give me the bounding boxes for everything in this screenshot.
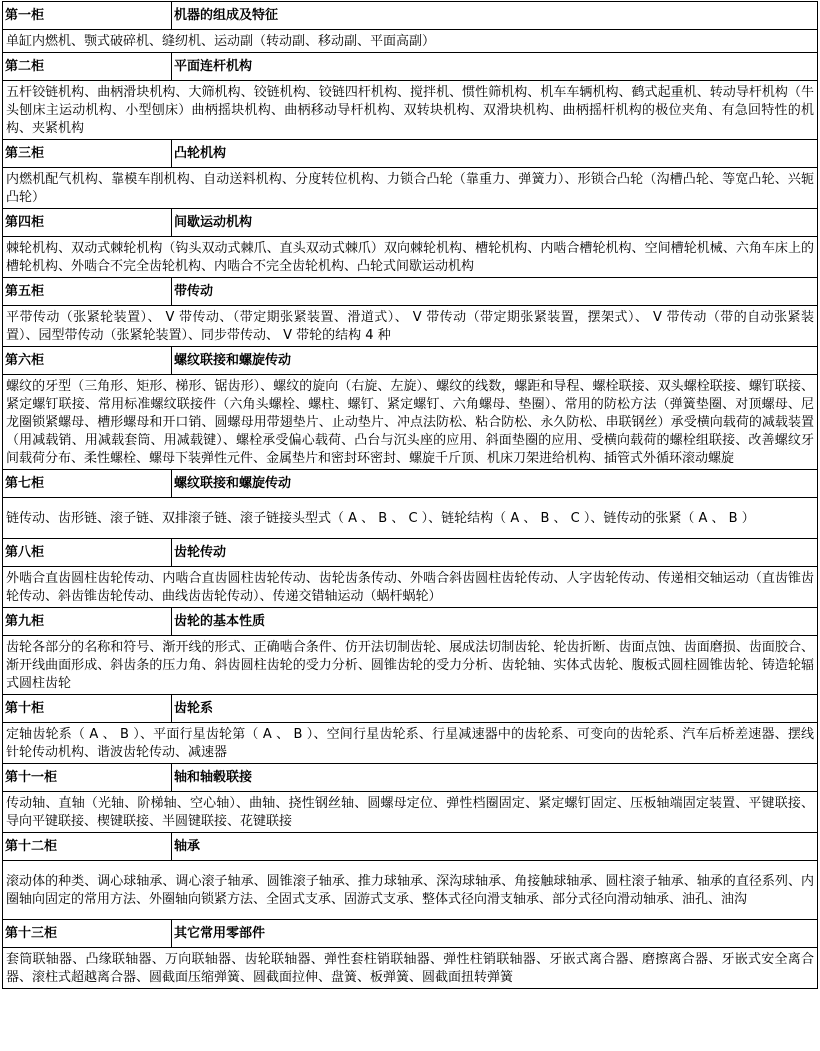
cabinet-content-row (3, 498, 818, 539)
cabinet-content-row (3, 306, 818, 347)
cabinet-content: 套筒联轴器、凸缘联轴器、万向联轴器、齿轮联轴器、弹性套柱销联轴器、弹性柱销联轴器、牙嵌式离合器、磨擦离合器、牙嵌式安全离合器、滚柱式超越离合器、圆截面压缩弹簧、圆截面拉伸、盘簧、板弹簧、圆截面扭转弹簧 (3, 948, 818, 989)
cabinet-number: 第八柜 (3, 539, 172, 567)
cabinet-content: 螺纹的牙型（三角形、矩形、梯形、锯齿形）、螺纹的旋向（右旋、左旋）、螺纹的线数，螺距和导程、螺栓联接、双头螺栓联接、螺钉联接、紧定螺钉联接、常用标准螺纹联接件（六角头螺栓、螺柱、螺钉、紧定螺钉、六角螺母、垫圈）、常用的防松方法（弹簧垫圈、对顶螺母、尼龙圈锁紧螺母、槽形螺母和开口销、圆螺母用带翅垫片、止动垫片、冲点法防松、粘合防松、永久防松、串联钢丝）承受横向载荷的减载装置（用减载销、用减载套筒、用减载键）、螺栓承受偏心载荷、凸台与沉头座的应用、斜面垫圈的应用、受横向载荷的螺栓组联接、改善螺纹牙间载荷分布、柔性螺栓、螺母下装弹性元件、金属垫片和密封环密封、螺旋千斤顶、机床刀架进给机构、插管式外循环滚动螺旋 (3, 375, 818, 470)
cabinet-content: 传动轴、直轴（光轴、阶梯轴、空心轴）、曲轴、挠性钢丝轴、圆螺母定位、弹性档圈固定、紧定螺钉固定、压板轴端固定装置、平键联接、导向平键联接、楔键联接、半圆键联接、花键联接 (3, 792, 818, 833)
cabinet-header-row (3, 764, 818, 792)
cabinet-content: 齿轮各部分的名称和符号、渐开线的形式、正确啮合条件、仿开法切制齿轮、展成法切制齿轮、轮齿折断、齿面点蚀、齿面磨损、齿面胶合、渐开线曲面形成、斜齿条的压力角、斜齿圆柱齿轮的受力分析、圆锥齿轮的受力分析、齿轮轴、实体式齿轮、腹板式圆柱圆锥齿轮、铸造轮辐式圆柱齿轮 (3, 636, 818, 695)
cabinet-number: 第十柜 (3, 695, 172, 723)
cabinet-title: 齿轮的基本性质 (172, 608, 818, 636)
cabinet-header-row (3, 53, 818, 81)
cabinet-title: 平面连杆机构 (172, 53, 818, 81)
exhibit-table-body (3, 2, 818, 989)
cabinet-title: 螺纹联接和螺旋传动 (172, 470, 818, 498)
cabinet-content-row (3, 237, 818, 278)
cabinet-header-row (3, 278, 818, 306)
cabinet-title: 螺纹联接和螺旋传动 (172, 347, 818, 375)
cabinet-header-row (3, 695, 818, 723)
cabinet-number: 第七柜 (3, 470, 172, 498)
cabinet-header-row (3, 209, 818, 237)
cabinet-content: 内燃机配气机构、靠模车削机构、自动送料机构、分度转位机构、力锁合凸轮（靠重力、弹簧力）、形锁合凸轮（沟槽凸轮、等宽凸轮、兴轭凸轮） (3, 168, 818, 209)
cabinet-title: 齿轮系 (172, 695, 818, 723)
cabinet-title: 带传动 (172, 278, 818, 306)
cabinet-number: 第二柜 (3, 53, 172, 81)
cabinet-title: 间歇运动机构 (172, 209, 818, 237)
cabinet-content-row (3, 375, 818, 470)
cabinet-content-row (3, 792, 818, 833)
cabinet-number: 第五柜 (3, 278, 172, 306)
cabinet-title: 机器的组成及特征 (172, 2, 818, 30)
cabinet-number: 第十三柜 (3, 920, 172, 948)
cabinet-content-row (3, 168, 818, 209)
cabinet-number: 第六柜 (3, 347, 172, 375)
cabinet-content: 滚动体的种类、调心球轴承、调心滚子轴承、圆锥滚子轴承、推力球轴承、深沟球轴承、角接触球轴承、圆柱滚子轴承、轴承的直径系列、内圈轴向固定的常用方法、外圈轴向锁紧方法、全固式支承、固游式支承、整体式径向滑支轴承、部分式径向滑动轴承、油孔、油沟 (3, 861, 818, 920)
cabinet-content-row (3, 861, 818, 920)
cabinet-title: 其它常用零部件 (172, 920, 818, 948)
cabinet-number: 第四柜 (3, 209, 172, 237)
cabinet-content-row (3, 948, 818, 989)
cabinet-content: 链传动、齿形链、滚子链、双排滚子链、滚子链接头型式（ A 、 B 、 C ）、链轮结构（ A 、 B 、 C ）、链传动的张紧（ A 、 B ） (3, 498, 818, 539)
cabinet-header-row (3, 347, 818, 375)
cabinet-content: 定轴齿轮系（ A 、 B ）、平面行星齿轮第（ A 、 B ）、空间行星齿轮系、行星减速器中的齿轮系、可变向的齿轮系、汽车后桥差速器、摆线针轮传动机构、谐波齿轮传动、减速器 (3, 723, 818, 764)
cabinet-title: 轴和轴毂联接 (172, 764, 818, 792)
cabinet-header-row (3, 920, 818, 948)
cabinet-number: 第九柜 (3, 608, 172, 636)
cabinet-content: 棘轮机构、双动式棘轮机构（钩头双动式棘爪、直头双动式棘爪）双向棘轮机构、槽轮机构、内啮合槽轮机构、空间槽轮机械、六角车床上的槽轮机构、外啮合不完全齿轮机构、内啮合不完全齿轮机构、凸轮式间歇运动机构 (3, 237, 818, 278)
cabinet-content: 单缸内燃机、颚式破碎机、缝纫机、运动副（转动副、移动副、平面高副） (3, 30, 818, 53)
cabinet-title: 轴承 (172, 833, 818, 861)
cabinet-title: 齿轮传动 (172, 539, 818, 567)
cabinet-content-row (3, 81, 818, 140)
cabinet-content: 平带传动（张紧轮装置）、 V 带传动、（带定期张紧装置、滑道式）、 V 带传动（带定期张紧装置，摆架式）、 V 带传动（带的自动张紧装置）、园型带传动（张紧轮装置）、同步带传动、 V 带轮的结构 4 种 (3, 306, 818, 347)
cabinet-content-row (3, 636, 818, 695)
cabinet-number: 第十一柜 (3, 764, 172, 792)
cabinet-content-row (3, 567, 818, 608)
cabinet-content: 五杆铰链机构、曲柄滑块机构、大筛机构、铰链机构、铰链四杆机构、搅拌机、惯性筛机构、机车车辆机构、鹤式起重机、转动导杆机构（牛头刨床主运动机构、小型刨床）曲柄摇块机构、曲柄移动导杆机构、双转块机构、双滑块机构、曲柄摇杆机构的极位夹角、有急回特性的机构、夹紧机构 (3, 81, 818, 140)
cabinet-header-row (3, 608, 818, 636)
cabinet-content-row (3, 30, 818, 53)
cabinet-header-row (3, 2, 818, 30)
exhibit-table (2, 1, 818, 989)
cabinet-content-row (3, 723, 818, 764)
cabinet-header-row (3, 140, 818, 168)
cabinet-title: 凸轮机构 (172, 140, 818, 168)
cabinet-number: 第三柜 (3, 140, 172, 168)
cabinet-number: 第十二柜 (3, 833, 172, 861)
cabinet-content: 外啮合直齿圆柱齿轮传动、内啮合直齿圆柱齿轮传动、齿轮齿条传动、外啮合斜齿圆柱齿轮传动、人字齿轮传动、传递相交轴运动（直齿锥齿轮传动、斜齿锥齿轮传动、曲线齿齿轮传动）、传递交错轴运动（蜗杆蜗轮） (3, 567, 818, 608)
cabinet-header-row (3, 833, 818, 861)
cabinet-header-row (3, 539, 818, 567)
cabinet-number: 第一柜 (3, 2, 172, 30)
cabinet-header-row (3, 470, 818, 498)
